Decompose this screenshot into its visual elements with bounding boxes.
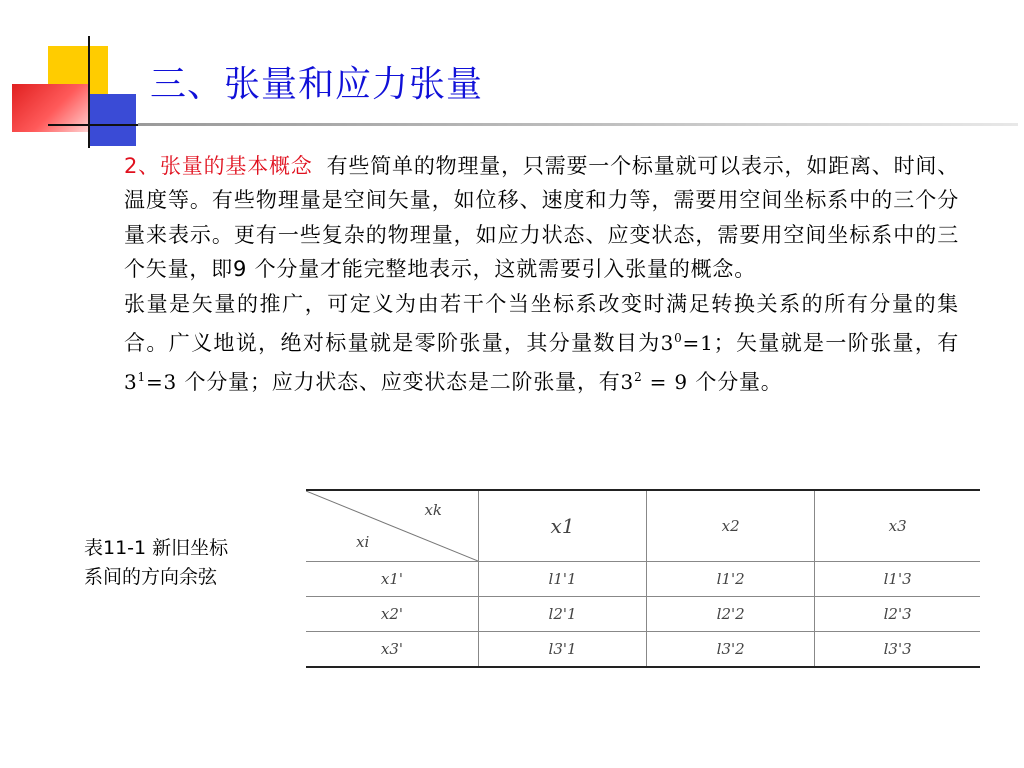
paragraph-2-part-d: 个分量。 <box>695 370 783 395</box>
column-header-1: x1 <box>479 490 647 562</box>
table-cell: l1'3 <box>815 562 980 597</box>
table-cell: l1'1 <box>479 562 647 597</box>
diagonal-divider <box>306 491 478 561</box>
corner-top-label: xk <box>424 501 442 519</box>
table-cell: l3'2 <box>647 632 815 668</box>
corner-bottom-label: xi <box>356 533 370 551</box>
column-header-3: x3 <box>815 490 980 562</box>
math-expr-1: $3^0=1$ <box>660 331 714 356</box>
math-expr-3: $3^2 = 9$ <box>620 370 688 395</box>
body-text <box>124 149 959 400</box>
row-header: x2' <box>306 597 479 632</box>
direction-cosine-table <box>306 489 980 668</box>
paragraph-1 <box>124 149 959 287</box>
paragraph-1-text: 有些简单的物理量，只需要一个标量就可以表示，如距离、时间、温度等。有些物理量是空间矢量，如位移、速度和力等，需要用空间坐标系中的三个分量来表示。更有一些复杂的物理量，如应力状态、应变状态，需要用空间坐标系中的三个矢量，即9 个分量才能完整地表示，这就需要引入张量的概念。 <box>124 154 960 282</box>
row-header: x3' <box>306 632 479 668</box>
paragraph-2-part-a: 张量是矢量的推广，可定义为由若干个当坐标系改变时满足转换关系的所有分量的集合。广义地说，绝对标量就是零阶张量，其分量数目为 <box>124 291 959 356</box>
column-header-2: x2 <box>647 490 815 562</box>
paragraph-2 <box>124 287 959 400</box>
table-row <box>306 632 980 668</box>
row-header: x1' <box>306 562 479 597</box>
table-cell: l3'1 <box>479 632 647 668</box>
title-underline <box>138 123 1018 126</box>
table-corner-cell <box>306 490 479 562</box>
table-cell: l2'3 <box>815 597 980 632</box>
table-cell: l2'1 <box>479 597 647 632</box>
corner-rule <box>48 124 140 126</box>
section-label: 2、张量的基本概念 <box>124 154 313 178</box>
table-cell: l2'2 <box>647 597 815 632</box>
table-row <box>306 597 980 632</box>
paragraph-2-part-b: ；矢量就是一阶张量，有 <box>713 331 959 356</box>
caption-line-2: 系间的方向余弦 <box>84 566 218 588</box>
table-header-row <box>306 490 980 562</box>
slide-title: 三、张量和应力张量 <box>150 64 484 105</box>
paragraph-2-part-c: 个分量；应力状态、应变状态是二阶张量，有 <box>184 370 621 395</box>
table-caption <box>84 534 284 592</box>
math-expr-2: $3^1=3$ <box>124 370 178 395</box>
table-row <box>306 562 980 597</box>
table-cell: l3'3 <box>815 632 980 668</box>
caption-line-1: 表11-1 新旧坐标 <box>84 537 229 559</box>
blue-square <box>90 94 136 146</box>
vertical-rule <box>88 36 90 148</box>
table-cell: l1'2 <box>647 562 815 597</box>
